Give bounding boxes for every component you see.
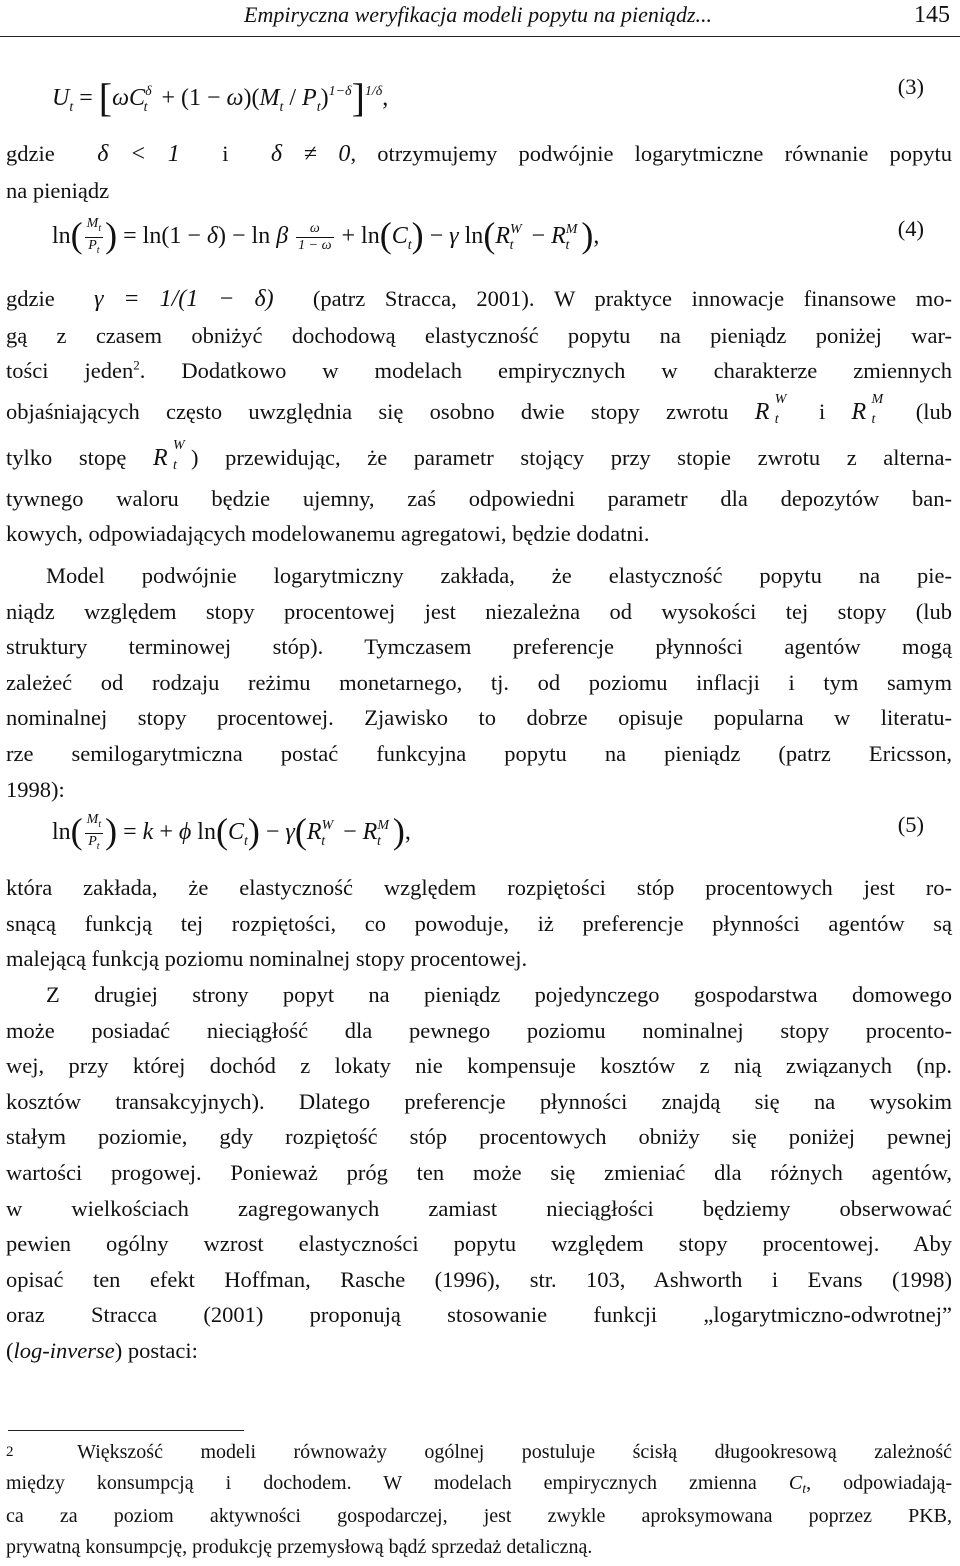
p2-line-5-a: tylko stopę xyxy=(6,444,127,470)
p2-gamma: γ = 1/(1 − δ) xyxy=(93,286,274,312)
paragraph-2 xyxy=(6,281,952,552)
equation-3-expression: $U_t = [\omega C^\delta_t + (1 - \omega)(M_t / P_t)^{1-\delta}]^{1/\delta}$, xyxy=(52,75,389,120)
footnote-variable-c: C xyxy=(788,1471,803,1494)
p5-line-5: stałym poziomie, gdy rozpiętość stóp procentowych obniży się poniżej pewnej xyxy=(6,1124,952,1150)
p2-line-4-b: (lub xyxy=(915,398,953,424)
p5-line-6: wartości progowej. Ponieważ próg ten może się zmieniać dla różnych agentów, xyxy=(6,1159,952,1185)
p1-gdzie: gdzie xyxy=(6,141,55,166)
p3-line-6: rze semilogarytmiczna postać funkcyjna popytu na pieniądz (patrz Ericsson, xyxy=(6,740,952,766)
p2-line-1-rest: (patrz Stracca, 2001). W praktyce innowacje finansowe mo- xyxy=(312,286,953,311)
running-title: Empiryczna weryfikacja modeli popytu na pieniądz... xyxy=(244,2,713,27)
p2-line-7: kowych, odpowiadających modelowanemu agregatowi, będzie dodatni. xyxy=(6,521,650,547)
footnote-line-4: prywatną konsumpcję, produkcję przemysłową bądź sprzedaż detaliczną. xyxy=(6,1535,593,1558)
equation-5-number: (5) xyxy=(897,812,924,837)
paragraph-4 xyxy=(6,870,952,977)
p3-line-1: Model podwójnie logarytmiczny zakłada, że elastyczność popytu na pie- xyxy=(46,563,952,588)
p5-line-2: może posiadać nieciągłość dla pewnego poziomu nominalnej stopy procento- xyxy=(6,1017,952,1043)
p2-line-4-a: objaśniających często uwzględnia się osobno dwie stopy zwrotu xyxy=(6,398,729,424)
p5-line-11-b: ) postaci: xyxy=(114,1337,198,1363)
p1-condition-1: δ < 1 xyxy=(97,141,180,167)
p1-i: i xyxy=(222,141,229,166)
footnote-line-3: ca za poziom aktywności gospodarczej, jest zwykle aproksymowana poprzez PKB, xyxy=(6,1505,952,1527)
p3-line-4: zależeć od rodzaju reżimu monetarnego, tj. od poziomu inflacji i tym samym xyxy=(6,669,952,695)
paragraph-5 xyxy=(6,977,952,1369)
p5-line-11-italic: log-inverse xyxy=(13,1337,115,1363)
p2-line-4-i: i xyxy=(818,398,826,424)
equation-3-number: (3) xyxy=(897,74,924,99)
p1-condition-2: δ ≠ 0 xyxy=(270,141,351,167)
p2-line-5-b: ) przewidując, że parametr stojący przy stopie zwrotu z alterna- xyxy=(190,444,952,470)
footnote-marker: 2 xyxy=(6,1444,14,1460)
page-number: 145 xyxy=(914,2,950,28)
rate-rm-symbol: R M t xyxy=(851,391,884,427)
p5-line-1: Z drugiej strony popyt na pieniądz pojedynczego gospodarstwa domowego xyxy=(46,982,952,1007)
p1-rest: , otrzymujemy podwójnie logarytmiczne równanie popytu xyxy=(350,141,953,166)
p2-line-2: gą z czasem obniżyć dochodową elastyczność popytu na pieniądz poniżej war- xyxy=(6,322,952,348)
p2-gdzie: gdzie xyxy=(6,286,55,311)
rate-rw-symbol-2: R W t xyxy=(152,437,185,473)
p1-line-2: na pieniądz xyxy=(6,177,110,203)
p5-line-9: opisać ten efekt Hoffman, Rasche (1996), str. 103, Ashworth i Evans (1998) xyxy=(6,1266,952,1292)
p5-line-7: w wielkościach zagregowanych zamiast nieciągłości będziemy obserwować xyxy=(6,1195,952,1221)
footnote-line-2-b: , odpowiadają- xyxy=(806,1471,953,1494)
equation-4 xyxy=(0,210,960,260)
p2-line-6: tywnego waloru będzie ujemny, zaś odpowiedni parametr dla depozytów ban- xyxy=(6,485,952,511)
p3-line-7: 1998): xyxy=(6,776,65,802)
p5-line-8: pewien ogólny wzrost elastyczności popytu względem stopy procentowej. Aby xyxy=(6,1231,952,1257)
p3-line-5: nominalnej stopy procentowej. Zjawisko to dobrze opisuje popularna w literatu- xyxy=(6,705,952,731)
footnote-variable-sub: t xyxy=(802,1481,807,1497)
running-header xyxy=(0,2,960,37)
equation-5-expression: ln( $\frac{M_t}{P_t}$ ) = k + ϕ $\ln(C_t) - \gamma(R^W_t - R^M_t$ ), xyxy=(52,811,411,852)
p4-line-1: która zakłada, że elastyczność względem rozpiętości stóp procentowych jest ro- xyxy=(6,875,952,900)
p5-line-11-a: ( xyxy=(6,1337,14,1363)
p3-line-2: niądz względem stopy procentowej jest niezależna od wysokości tej stopy (lub xyxy=(6,598,952,624)
equation-3 xyxy=(0,68,960,118)
footnote-separator xyxy=(8,1430,244,1431)
rate-rw-symbol: R W t xyxy=(754,391,787,427)
paragraph-3 xyxy=(6,558,952,807)
p4-line-3: malejącą funkcją poziomu nominalnej stopy procentowej. xyxy=(6,946,528,972)
p3-line-3: struktury terminowej stóp). Tymczasem preferencje płynności agentów mogą xyxy=(6,634,952,660)
footnote-line-1: Większość modeli równoważy ogólnej postuluje ścisłą długookresową zależność xyxy=(77,1441,952,1463)
p2-line-3-b: . Dodatkowo w modelach empirycznych w charakterze zmiennych xyxy=(139,358,952,384)
equation-4-expression: ln( $\frac{M_t}{P_t}$ ) = ln(1 − δ) − ln β $\frac{\omega}{1 - \omega}$ + $\ln(C_t) - \gamma$ $\ln(R^W_t - R^M_t$ ), xyxy=(52,215,600,256)
equation-4-number: (4) xyxy=(897,216,924,241)
footnote-2 xyxy=(6,1437,952,1562)
p5-line-3: wej, przy której dochód z lokaty nie kompensuje kosztów z nią związanych (np. xyxy=(6,1053,952,1079)
p4-line-2: snącą funkcją tej rozpiętości, co powoduje, iż preferencje płynności agentów są xyxy=(6,910,952,936)
p5-line-4: kosztów transakcyjnych). Dlatego preferencje płynności znajdą się na wysokim xyxy=(6,1088,952,1114)
equation-5 xyxy=(0,806,960,856)
p2-line-3-a: tości jeden xyxy=(6,358,134,384)
footnote-ref-2[interactable]: 2 xyxy=(133,357,140,373)
paragraph-1 xyxy=(6,136,952,208)
footnote-line-2-a: między konsumpcją i dochodem. W modelach empirycznych zmienna xyxy=(6,1471,757,1494)
p5-line-10: oraz Stracca (2001) proponują stosowanie funkcji „logarytmiczno-odwrotnej” xyxy=(6,1302,952,1328)
